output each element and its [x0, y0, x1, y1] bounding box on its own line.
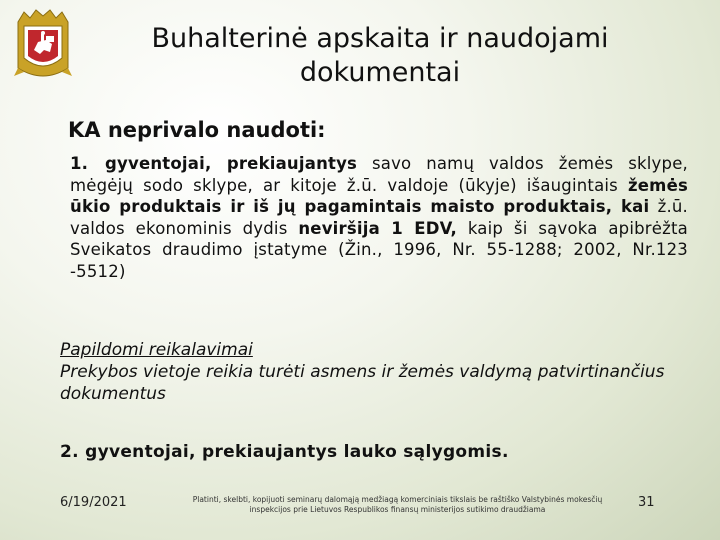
- point-1-bold-c: neviršija 1 EDV,: [298, 218, 457, 238]
- requirements-text: Prekybos vietoje reikia turėti asmens ir žemės valdymą patvirtinančius dokumentus: [60, 362, 665, 404]
- page-number: 31: [638, 495, 655, 510]
- point-1-paragraph: [70, 153, 688, 283]
- point-1-number: 1.: [70, 154, 89, 173]
- point-2: 2. gyventojai, prekiaujantys lauko sąlygomis.: [60, 442, 509, 462]
- point-1-text-c: kaip ši sąvoka apibrėžta Sveikatos draudimo įstatyme (Žin., 1996, Nr. 55-1288; 2002, Nr.123 -5512): [70, 218, 688, 281]
- footer-date: 6/19/2021: [60, 495, 127, 510]
- requirements-block: [60, 339, 680, 405]
- footer-notice: Platinti, skelbti, kopijuoti seminarų dalomąją medžiagą komerciniais tikslais be raštiško Valstybinės mokesčių inspekcijos prie Lietuvos Respublikos finansų ministerijos sutikimo draudžiama: [192, 495, 603, 514]
- point-1-text-b: ž.ū. valdos ekonominis dydis: [70, 197, 688, 238]
- requirements-heading: Papildomi reikalavimai: [60, 340, 253, 360]
- lithuania-coat-of-arms-icon: [10, 8, 76, 80]
- section-subtitle: KA neprivalo naudoti:: [68, 118, 326, 142]
- page-title: Buhalterinė apskaita ir naudojami dokumentai: [151, 23, 609, 88]
- point-1-text-a: savo namų valdos žemės sklype, mėgėjų sodo sklype, ar kitoje ž.ū. valdoje (ūkyje) išaugintais: [70, 154, 688, 195]
- point-1-bold-a: gyventojai, prekiaujantys: [105, 154, 358, 173]
- point-1-bold-b: žemės ūkio produktais ir iš jų pagamintais maisto produktais, kai: [70, 175, 688, 217]
